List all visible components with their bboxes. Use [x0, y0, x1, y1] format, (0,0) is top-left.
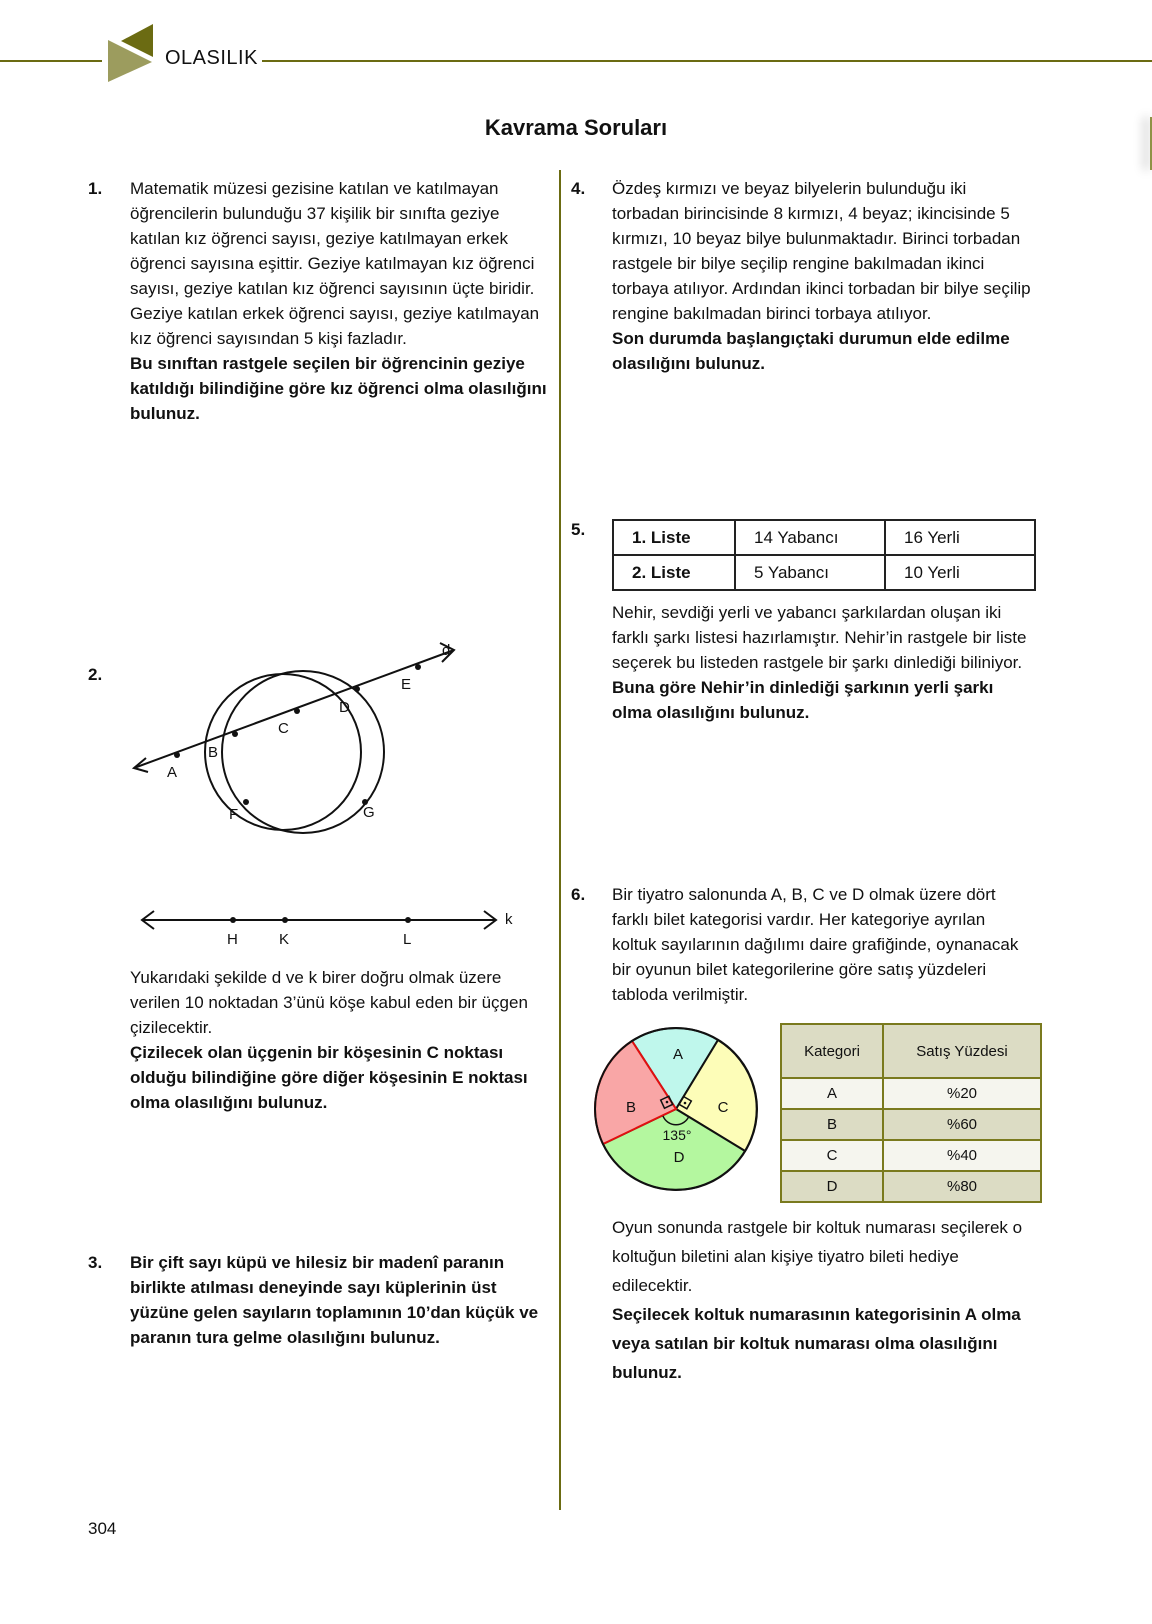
- svg-text:F: F: [229, 806, 239, 823]
- svg-text:K: K: [279, 931, 290, 948]
- question-2-line-k: [130, 900, 530, 950]
- svg-text:C: C: [278, 720, 289, 737]
- page-number: 304: [88, 1519, 117, 1538]
- question-4-number: 4.: [571, 179, 586, 198]
- question-4-text: Özdeş kırmızı ve beyaz bilyelerin bulunduğu iki torbadan birincisinde 8 kırmızı, 4 beyaz; ikincisinde 5 kırmızı, 10 beyaz bilye bulunmaktadır. Birinci torbadan rastgele bir bilye seçilip rengine bakılmadan ikinci torbaya atılıyor. Ardından ikinci torbadan bir bilye seçilip rengine bakılmadan birinci torbaya atılıyor.: [612, 179, 1031, 323]
- question-1-number: 1.: [88, 179, 103, 198]
- section-title: OLASILIK: [165, 47, 258, 69]
- question-6-number: 6.: [571, 885, 586, 904]
- question-6-continued: [612, 1213, 1037, 1387]
- table-row: 2. Liste 5 Yabancı 10 Yerli: [613, 555, 1035, 590]
- svg-text:B: B: [625, 1099, 637, 1116]
- question-5-prompt: Buna göre Nehir’in dinlediği şarkının yerli şarkı olma olasılığını bulunuz.: [612, 678, 994, 722]
- question-2: [130, 965, 545, 1115]
- question-3-prompt: Bir çift sayı küpü ve hilesiz bir madenî paranın birlikte atılması deneyinde sayı küplerinin üst yüzüne gelen sayıların toplamının 10’dan küçük ve paranın tura gelme olasılığını bulunuz.: [130, 1253, 539, 1347]
- svg-text:D: D: [339, 699, 350, 716]
- table-row: C %40: [781, 1140, 1041, 1171]
- sales-percentage-table: [780, 1023, 1042, 1203]
- line-d: [134, 650, 454, 768]
- question-2-geometry: [120, 630, 520, 930]
- header-rule-right: [262, 60, 1152, 62]
- svg-text:L: L: [403, 931, 412, 948]
- question-2-text: Yukarıdaki şekilde d ve k birer doğru olmak üzere verilen 10 noktadan 3’ünü köşe kabul eden bir üçgen çizilecektir.: [130, 968, 528, 1037]
- question-1-prompt: Bu sınıftan rastgele seçilen bir öğrencinin geziye katıldığı bilindiğine göre kız öğrenci olma olasılığını bulunuz.: [130, 354, 547, 423]
- column-divider: [559, 170, 561, 1510]
- svg-text:G: G: [363, 804, 375, 821]
- svg-text:H: H: [227, 931, 238, 948]
- svg-text:A: A: [672, 1046, 684, 1063]
- question-6-text2: Oyun sonunda rastgele bir koltuk numarası seçilerek o koltuğun biletini alan kişiye tiyatro bileti hediye edilecektir.: [612, 1218, 1023, 1295]
- question-5: [612, 600, 1032, 725]
- question-5-number: 5.: [571, 520, 586, 539]
- table-row: 1. Liste 14 Yabancı 16 Yerli: [613, 520, 1035, 555]
- svg-text:d: d: [442, 642, 451, 659]
- svg-text:135°: 135°: [662, 1127, 692, 1143]
- svg-text:B: B: [208, 744, 219, 761]
- question-6-prompt: Seçilecek koltuk numarasının kategorisinin A olma veya satılan bir koltuk numarası olma olasılığını bulunuz.: [612, 1305, 1021, 1382]
- table-row: B %60: [781, 1109, 1041, 1140]
- svg-text:D: D: [673, 1149, 685, 1166]
- table-row: A %20: [781, 1078, 1041, 1109]
- svg-text:E: E: [401, 676, 412, 693]
- question-5-text: Nehir, sevdiği yerli ve yabancı şarkılardan oluşan iki farklı şarkı listesi hazırlamıştır. Nehir’in rastgele bir liste seçerek bu listeden rastgele bir şarkı dinlediği biliniyor.: [612, 603, 1027, 672]
- svg-text:k: k: [505, 911, 513, 928]
- question-1: [130, 176, 550, 426]
- table-header-row: Kategori Satış Yüzdesi: [781, 1024, 1041, 1078]
- question-4: [612, 176, 1032, 376]
- question-2-prompt: Çizilecek olan üçgenin bir köşesinin C noktası olduğu bilindiğine göre diğer köşesinin E noktası olma olasılığını bulunuz.: [130, 1043, 528, 1112]
- page-title: Kavrama Soruları: [484, 115, 668, 140]
- seat-distribution-pie-chart: [588, 1020, 768, 1200]
- question-6: [612, 882, 1032, 1007]
- header-rule-left: [0, 60, 102, 62]
- svg-text:C: C: [717, 1099, 729, 1116]
- table-row: D %80: [781, 1171, 1041, 1202]
- svg-text:A: A: [167, 764, 178, 781]
- question-1-text: Matematik müzesi gezisine katılan ve katılmayan öğrencilerin bulunduğu 37 kişilik bir sınıfta geziye katılan kız öğrenci sayısı, geziye katılmayan erkek öğrenci sayısına eşittir. Geziye katılmayan kız öğrenci sayısı, geziye katılan kız öğrenci sayısının üçte biridir. Geziye katılan erkek öğrenci sayısı, geziye katılmayan kız öğrenci sayısından 5 kişi fazladır.: [130, 179, 540, 348]
- question-6-text: Bir tiyatro salonunda A, B, C ve D olmak üzere dört farklı bilet kategorisi vardır. Her kategoriye ayrılan koltuk sayılarının dağılımı daire grafiğinde, oynanacak bir oyunun bilet kategorilerine göre satış yüzdeleri tabloda verilmiştir.: [612, 885, 1019, 1004]
- song-list-table: [612, 519, 1036, 591]
- section-logo-icon: [104, 24, 156, 82]
- question-2-number: 2.: [88, 665, 103, 684]
- question-4-prompt: Son durumda başlangıçtaki durumun elde edilme olasılığını bulunuz.: [612, 329, 1010, 373]
- question-3: [130, 1250, 545, 1350]
- question-3-number: 3.: [88, 1253, 103, 1272]
